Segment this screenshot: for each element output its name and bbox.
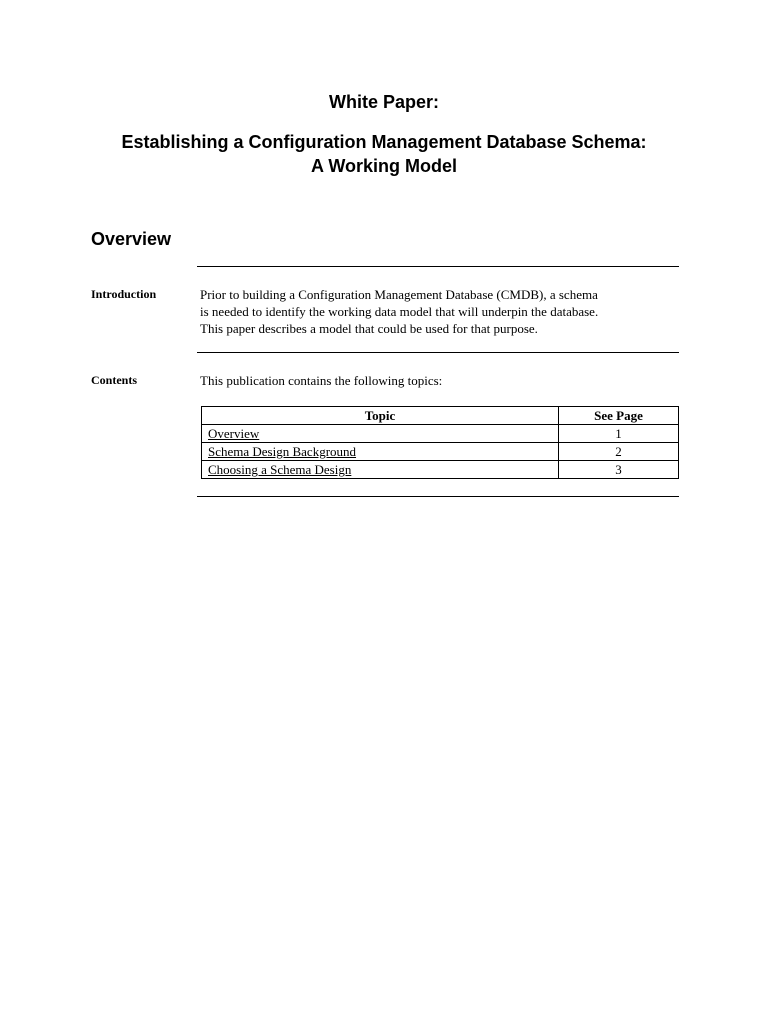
table-row (202, 461, 679, 479)
section-heading-overview: Overview (91, 229, 172, 249)
topic-cell (202, 443, 559, 461)
topic-link-overview[interactable]: Overview (208, 426, 260, 441)
introduction-text (200, 286, 670, 337)
table-header-row (202, 407, 679, 425)
subtitle-line-2: A Working Model (311, 156, 457, 176)
see-page-column-header: See Page (559, 407, 679, 425)
document-title: White Paper: (328, 92, 439, 112)
document-subtitle (0, 130, 768, 178)
divider-middle (197, 352, 679, 353)
topic-link-choosing-a-schema-design[interactable]: Choosing a Schema Design (208, 462, 352, 477)
introduction-line-2: is needed to identify the working data model that will underpin the database. (200, 304, 599, 319)
topic-cell (202, 461, 559, 479)
topic-column-header: Topic (202, 407, 559, 425)
page-number-cell: 1 (559, 425, 679, 443)
introduction-label: Introduction (91, 287, 157, 301)
topic-cell (202, 425, 559, 443)
table-row (202, 443, 679, 461)
topic-link-schema-design-background[interactable]: Schema Design Background (208, 444, 357, 459)
contents-label: Contents (91, 373, 138, 387)
table-row (202, 425, 679, 443)
introduction-line-1: Prior to building a Configuration Management Database (CMDB), a schema (200, 287, 598, 302)
page-number-cell: 3 (559, 461, 679, 479)
page-number-cell: 2 (559, 443, 679, 461)
subtitle-line-1: Establishing a Configuration Management Database Schema: (121, 132, 647, 152)
divider-top (197, 266, 679, 267)
divider-bottom (197, 496, 679, 497)
contents-table (201, 406, 679, 479)
introduction-line-3: This paper describes a model that could be used for that purpose. (200, 321, 538, 336)
contents-text: This publication contains the following topics: (200, 373, 443, 388)
